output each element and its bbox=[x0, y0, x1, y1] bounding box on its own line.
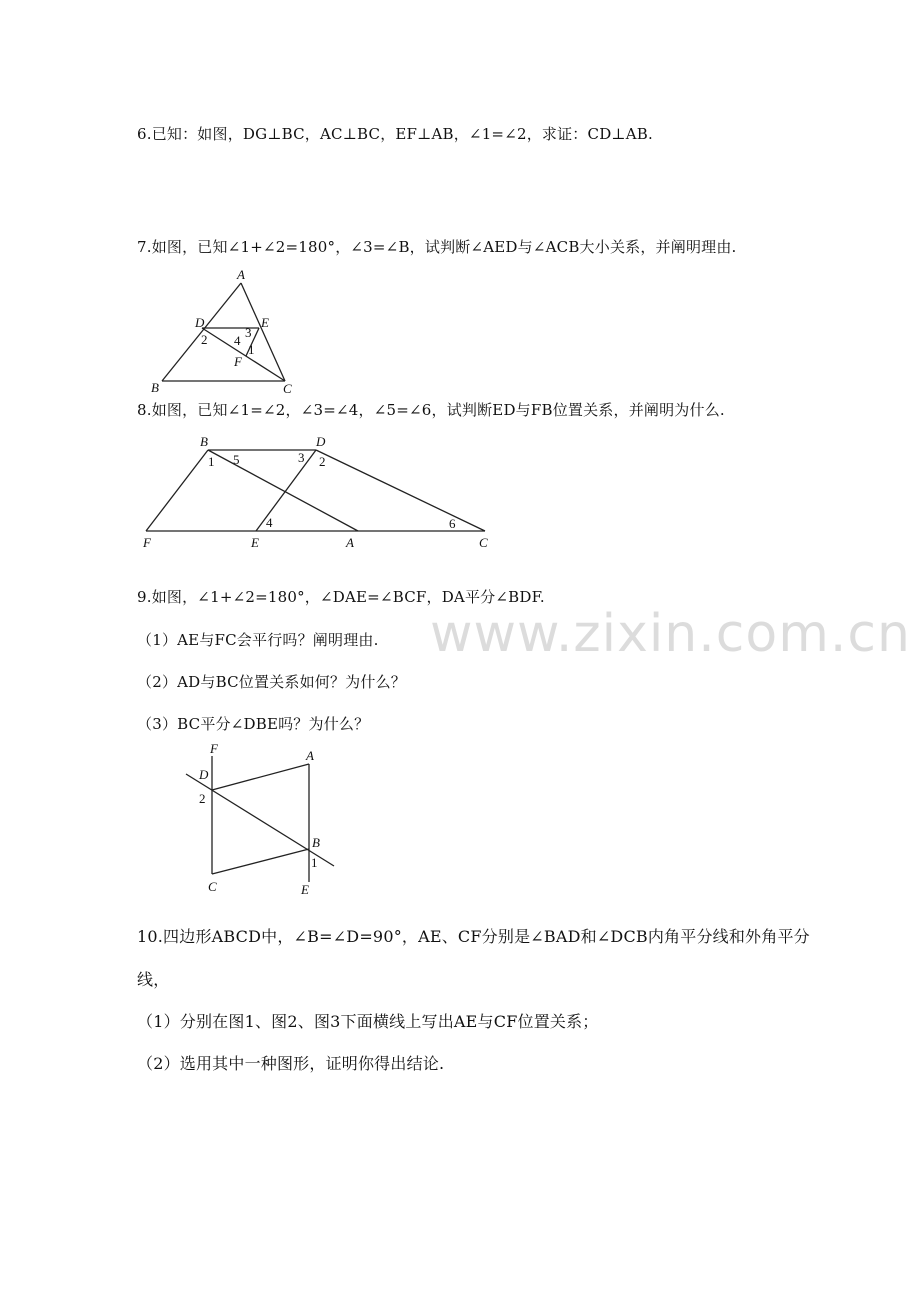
segment-BA bbox=[208, 450, 358, 531]
problem-10-text-line1: 10.四边形ABCD中，∠B=∠D=90°，AE、CF分别是∠BAD和∠DCB内角平分线和外角平分 bbox=[137, 927, 810, 946]
label-E: E bbox=[261, 315, 269, 330]
label-F: F bbox=[234, 354, 242, 369]
problem-10-sub1: （1）分别在图1、图2、图3下面横线上写出AE与CF位置关系； bbox=[137, 1012, 599, 1031]
problem-7-figure bbox=[145, 268, 315, 398]
label-B: B bbox=[151, 380, 159, 395]
label-D: D bbox=[199, 767, 209, 782]
problem-9-sub2: （2）AD与BC位置关系如何？为什么？ bbox=[137, 673, 406, 691]
label-angle-4: 4 bbox=[266, 515, 273, 530]
label-angle-1: 1 bbox=[208, 454, 215, 469]
segment-CB bbox=[212, 849, 309, 874]
label-angle-3: 3 bbox=[298, 450, 305, 465]
label-E: E bbox=[301, 882, 309, 897]
problem-9-figure bbox=[180, 742, 350, 902]
label-angle-4: 4 bbox=[234, 333, 241, 348]
segment-BF bbox=[146, 450, 208, 531]
label-angle-2: 2 bbox=[199, 791, 206, 806]
label-B: B bbox=[200, 434, 208, 449]
label-A: A bbox=[346, 535, 354, 550]
label-F: F bbox=[143, 535, 151, 550]
problem-8-text: 8.如图，已知∠1=∠2，∠3=∠4，∠5=∠6，试判断ED与FB位置关系，并阐明为什么. bbox=[137, 401, 725, 419]
label-C: C bbox=[283, 381, 292, 396]
label-angle-3: 3 bbox=[245, 325, 252, 340]
line-DB bbox=[186, 774, 334, 866]
label-D: D bbox=[316, 434, 326, 449]
label-angle-2: 2 bbox=[201, 332, 208, 347]
problem-9-sub1: （1）AE与FC会平行吗？阐明理由. bbox=[137, 631, 379, 649]
label-B: B bbox=[312, 835, 320, 850]
problem-7-text: 7.如图，已知∠1+∠2=180°，∠3=∠B，试判断∠AED与∠ACB大小关系，并阐明理由. bbox=[137, 238, 737, 256]
segment-DA bbox=[212, 764, 309, 790]
problem-10-sub2: （2）选用其中一种图形，证明你得出结论. bbox=[137, 1054, 445, 1073]
label-angle-2: 2 bbox=[319, 454, 326, 469]
label-E: E bbox=[251, 535, 259, 550]
label-angle-1: 1 bbox=[248, 342, 255, 357]
segment-DE bbox=[256, 450, 316, 531]
label-D: D bbox=[195, 315, 205, 330]
label-C: C bbox=[208, 879, 217, 894]
label-A: A bbox=[237, 267, 245, 282]
problem-9-text: 9.如图，∠1+∠2=180°，∠DAE=∠BCF，DA平分∠BDF. bbox=[137, 588, 545, 606]
label-angle-6: 6 bbox=[449, 516, 456, 531]
label-angle-1: 1 bbox=[311, 855, 318, 870]
label-A: A bbox=[306, 748, 314, 763]
problem-8-figure bbox=[140, 430, 500, 555]
problem-10-text-line2: 线， bbox=[137, 970, 170, 989]
watermark: www.zixin.com.cn bbox=[430, 604, 911, 664]
label-angle-5: 5 bbox=[233, 452, 240, 467]
segment-DC bbox=[316, 450, 485, 531]
problem-9-sub3: （3）BC平分∠DBE吗？为什么？ bbox=[137, 715, 370, 733]
label-C: C bbox=[479, 535, 488, 550]
label-F: F bbox=[210, 741, 218, 756]
problem-6-text: 6.已知：如图，DG⊥BC，AC⊥BC，EF⊥AB，∠1=∠2，求证：CD⊥AB. bbox=[137, 125, 653, 143]
